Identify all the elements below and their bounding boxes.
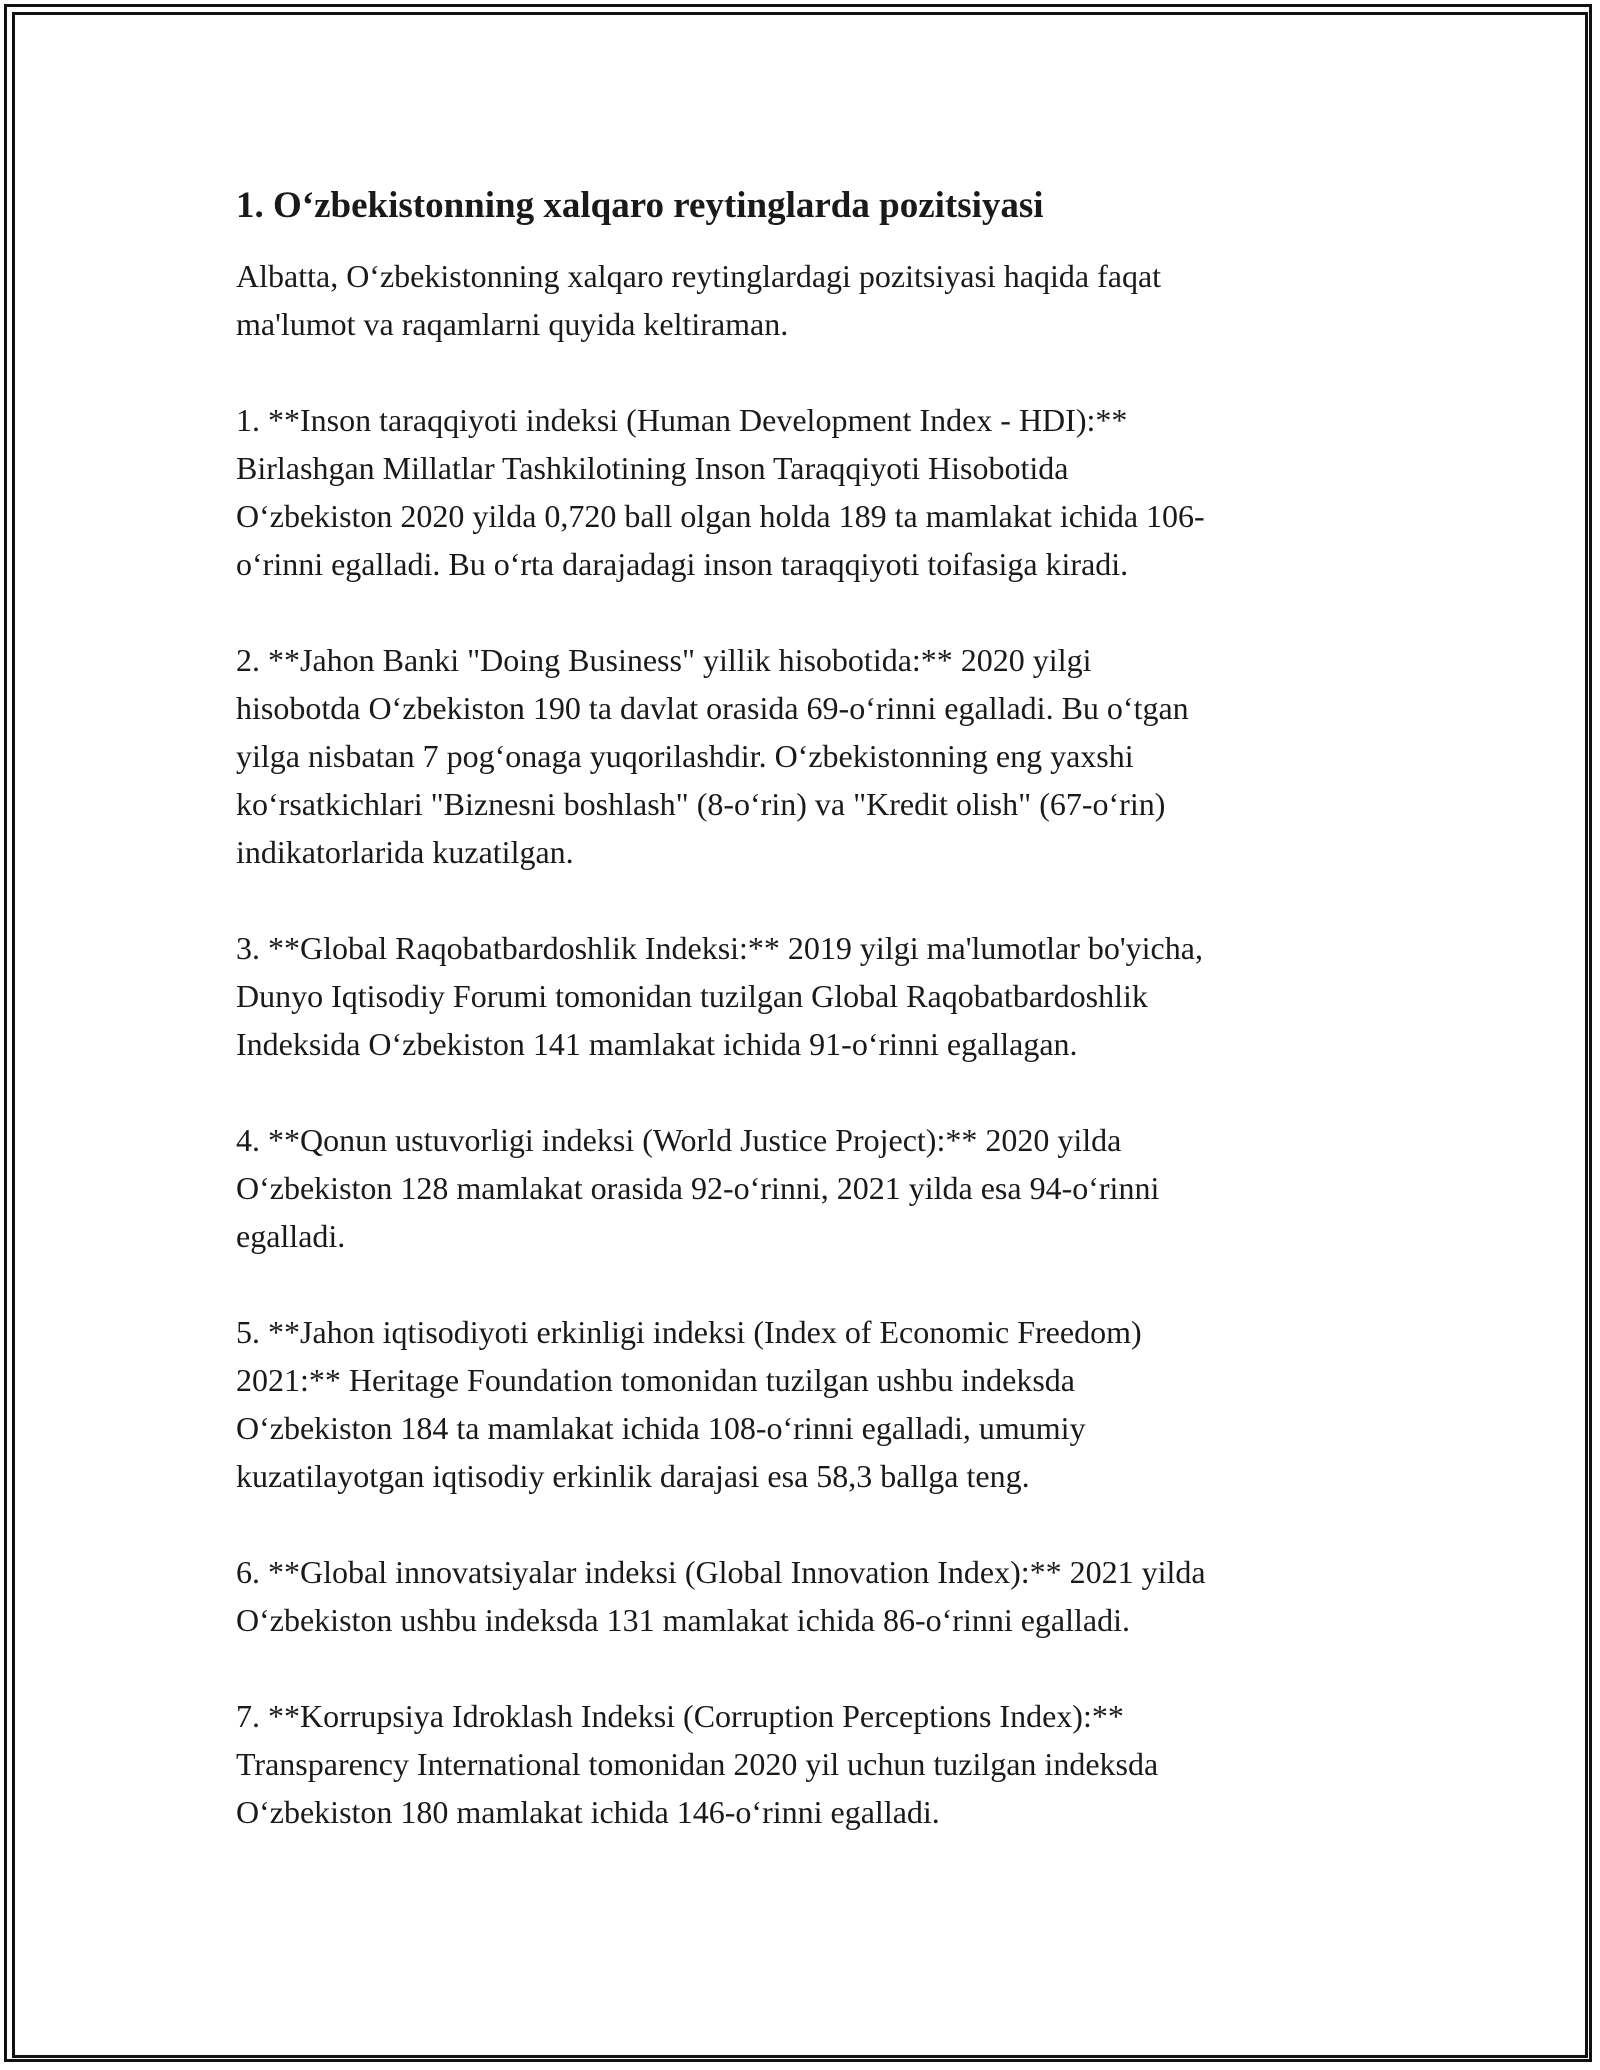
document-title: 1. O‘zbekistonning xalqaro reytinglarda pozitsiyasi — [236, 185, 1044, 226]
document-body — [236, 184, 1376, 1884]
list-item-corruption: 7. **Korrupsiya Idroklash Indeksi (Corruption Perceptions Index):** Transparency International tomonidan 2020 yil uchun tuzilgan indeksda O‘zbekiston 180 mamlakat ichida 146-o‘rinni egalladi. — [236, 1698, 1159, 1830]
list-item-rule-of-law: 4. **Qonun ustuvorligi indeksi (World Justice Project):** 2020 yilda O‘zbekiston 128 mamlakat orasida 92-o‘rinni, 2021 yilda esa 94-o‘rinni egalladi. — [236, 1122, 1160, 1254]
intro-paragraph: Albatta, O‘zbekistonning xalqaro reytinglardagi pozitsiyasi haqida faqat ma'lumot va raqamlarni quyida keltiraman. — [236, 258, 1162, 342]
list-item-hdi: 1. **Inson taraqqiyoti indeksi (Human Development Index - HDI):** Birlashgan Millatlar Tashkilotining Inson Taraqqiyoti Hisobotida O‘zbekiston 2020 yilda 0,720 ball olgan holda 189 ta mamlakat ichida 106- o‘rinni egalladi. Bu o‘rta darajadagi inson taraqqiyoti toifasiga kiradi. — [236, 402, 1205, 582]
list-item-doing-business: 2. **Jahon Banki "Doing Business" yillik hisobotida:** 2020 yilgi hisobotda O‘zbekiston 190 ta davlat orasida 69-o‘rinni egalladi. Bu o‘tgan yilga nisbatan 7 pog‘onaga yuqorilashdir. O‘zbekistonning eng yaxshi ko‘rsatkichlari "Biznesni boshlash" (8-o‘rin) va "Kredit olish" (67-o‘rin) indikatorlarida kuzatilgan. — [236, 642, 1189, 870]
list-item-competitiveness: 3. **Global Raqobatbardoshlik Indeksi:** 2019 yilgi ma'lumotlar bo'yicha, Dunyo Iqtisodiy Forumi tomonidan tuzilgan Global Raqobatbardoshlik Indeksida O‘zbekiston 141 mamlakat ichida 91-o‘rinni egallagan. — [236, 930, 1203, 1062]
list-item-economic-freedom: 5. **Jahon iqtisodiyoti erkinligi indeksi (Index of Economic Freedom) 2021:** Heritage Foundation tomonidan tuzilgan ushbu indeksda O‘zbekiston 184 ta mamlakat ichida 108-o‘rinni egalladi, umumiy kuzatilayotgan iqtisodiy erkinlik darajasi esa 58,3 ballga teng. — [236, 1314, 1142, 1494]
list-item-innovation: 6. **Global innovatsiyalar indeksi (Global Innovation Index):** 2021 yilda O‘zbekiston ushbu indeksda 131 mamlakat ichida 86-o‘rinni egalladi. — [236, 1554, 1206, 1638]
